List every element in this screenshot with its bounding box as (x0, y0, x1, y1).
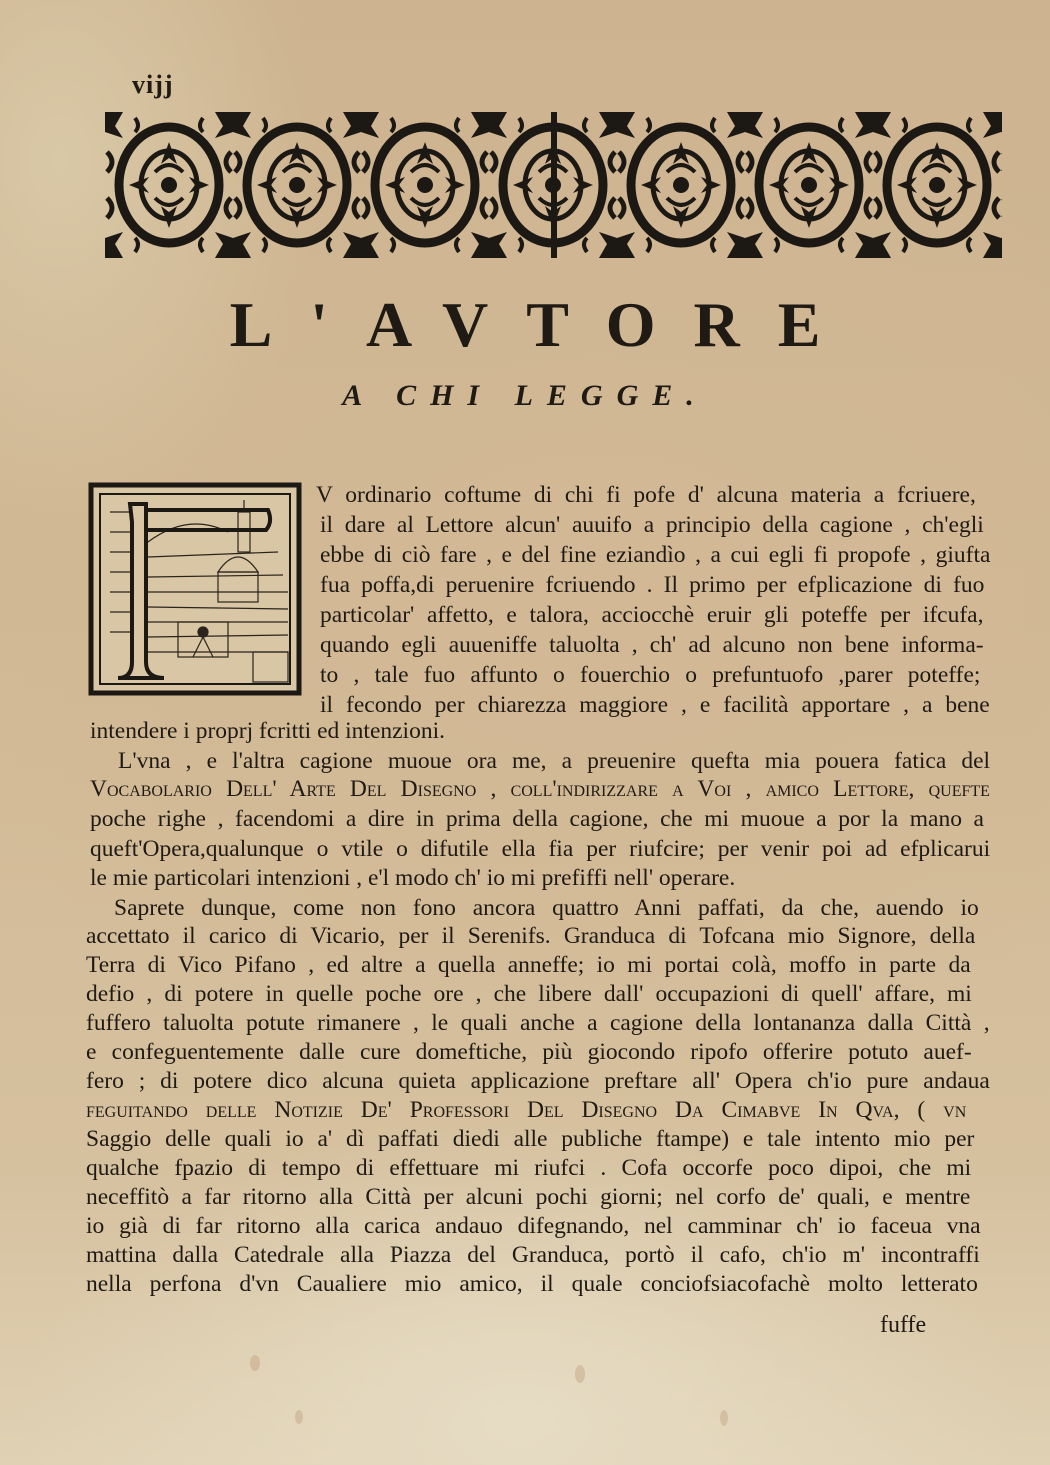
text-line: qualche fpazio di tempo di effettuare mi riufci . Cofa occorfe poco dipoi, che mi (86, 1155, 972, 1181)
text-line: to , tale fuo affunto o fouerchio o prefuntuofo ,parer poteffe; (320, 662, 981, 688)
catchword: fuffe (880, 1312, 927, 1338)
text-line: mattina dalla Catedrale alla Piazza del Granduca, portò il cafo, ch'io m' incontraffi (86, 1242, 980, 1268)
page-title: L'AVTORE (229, 289, 859, 360)
text-line: L'vna , e l'altra cagione muoue ora me, a preuenire quefta mia pouera fatica del (118, 748, 991, 774)
text-line: accettato il carico di Vicario, per il Serenifs. Granduca di Tofcana mio Signore, della (86, 923, 976, 949)
text-line: ebbe di ciò fare , e del fine eziandìo , a cui egli fi propofe , giufta (320, 542, 991, 568)
text-line: Terra di Vico Pifano , ed altre a quella anneffe; io mi portai colà, moffo in parte da (86, 952, 971, 978)
page-subtitle: A CHI LEGGE. (342, 379, 708, 412)
text-line: fero ; di potere dico alcuna quieta applicazione preftare all' Opera ch'io pure andaua (86, 1068, 990, 1094)
text-line: il fecondo per chiarezza maggiore , e facilità apportare , a bene (320, 692, 990, 718)
text-line: nella perfona d'vn Caualiere mio amico, il quale conciofsiacofachè molto letterato (86, 1271, 978, 1297)
text-line: e confeguentemente dalle cure domeftiche, più giocondo ripofo offerire potuto auef- (86, 1039, 972, 1065)
text-line: queft'Opera,qualunque o vtile o difutile ella fia per riufcire; per venir poi ad efplicarui (90, 836, 991, 862)
text-line: io già di far ritorno alla carica andauo difegnando, nel camminar ch' io faceua vna (86, 1213, 981, 1239)
text-line: defio , di potere in quelle poche ore , che libere dall' occupazioni di quell' affare, mi (86, 981, 972, 1007)
text-line: fuffero taluolta potute rimanere , le quali anche a cagione della lontananza dalla Città , (86, 1010, 990, 1036)
text-line: V ordinario coftume di chi fi pofe d' alcuna materia a fcriuere, (316, 482, 976, 508)
text-line: poche righe , facendomi a dire in prima della cagione, che mi muoue a por la mano a (90, 806, 984, 832)
text-line: fua poffa,di peruenire fcriuendo . Il primo per efplicazione di fuo (320, 572, 985, 598)
text-line: particolar' affetto, e talora, acciocchè eruir gli poteffe per ifcufa, (320, 602, 984, 628)
decorated-initial-f (88, 482, 302, 696)
text-line: quando egli auueniffe taluolta , ch' ad alcuno non bene informa- (320, 632, 984, 658)
text-line: Vocabolario Dell' Arte Del Disegno , coll'indirizzare a Voi , amico Lettore, quefte (90, 776, 990, 802)
text-line: Saprete dunque, come non fono ancora quattro Anni paffati, da che, auendo io (114, 895, 979, 921)
paper-stain (250, 1355, 260, 1371)
text-line: feguitando delle Notizie De' Professori Del Disegno Da Cimabve In Qva, ( vn (86, 1097, 967, 1123)
text-line: il dare al Lettore alcun' auuifo a principio della cagione , ch'egli (320, 512, 984, 538)
text-line: Saggio delle quali io a' dì paffati diedi alle publiche ftampe) e tale intento mio per (86, 1126, 975, 1152)
headpiece-ornament (105, 112, 1002, 258)
text-line: neceffitò a far ritorno alla Città per alcuni pochi giorni; nel corfo de' quali, e mentre (86, 1184, 971, 1210)
text-line: intendere i proprj fcritti ed intenzioni. (90, 718, 445, 744)
paper-stain (720, 1410, 728, 1426)
page-number: vijj (132, 70, 174, 99)
text-line: le mie particolari intenzioni , e'l modo ch' io mi prefiffi nell' operare. (90, 865, 736, 891)
paper-stain (295, 1410, 303, 1424)
paper-stain (575, 1365, 585, 1383)
